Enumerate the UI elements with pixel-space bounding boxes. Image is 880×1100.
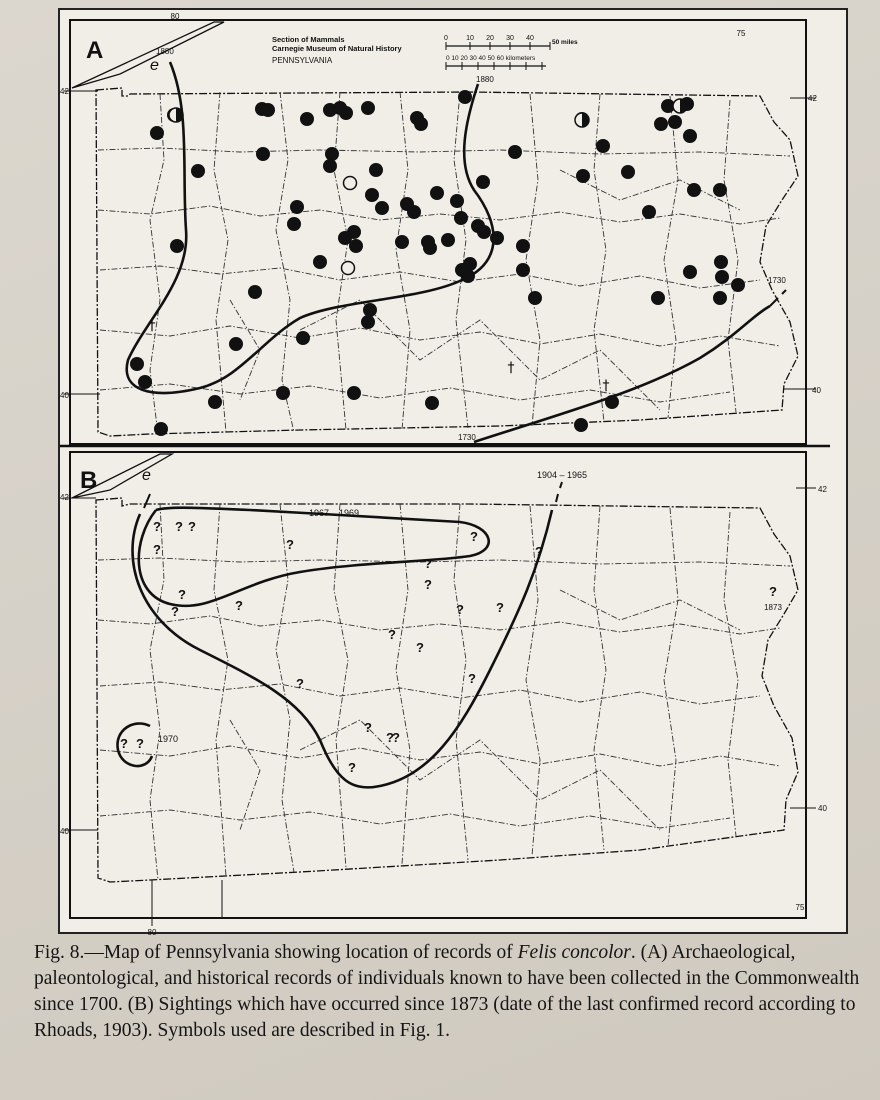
record-point-solid xyxy=(528,291,542,305)
scale-mi-30: 30 xyxy=(506,35,514,42)
scale-mi-end: 50 miles xyxy=(552,39,578,46)
record-point-solid xyxy=(407,205,421,219)
record-point-solid xyxy=(287,217,301,231)
record-point-solid xyxy=(683,265,697,279)
sighting-question-mark: ? xyxy=(388,627,396,642)
sighting-question-mark: ? xyxy=(175,519,183,534)
header-line1: Section of Mammals xyxy=(272,35,345,44)
label-1967-1969: 1967 – 1969 xyxy=(308,508,360,518)
record-point-solid xyxy=(375,201,389,215)
record-point-solid xyxy=(138,375,152,389)
record-point-solid xyxy=(596,139,610,153)
label-1880-central: 1880 xyxy=(476,75,494,84)
scale-mi-10: 10 xyxy=(466,35,474,42)
sighting-question-mark: ? xyxy=(171,604,179,619)
record-point-solid xyxy=(425,396,439,410)
record-point-solid xyxy=(642,205,656,219)
record-point-solid xyxy=(423,241,437,255)
sighting-question-mark: ? xyxy=(470,529,478,544)
lon-80-top: 80 xyxy=(170,12,180,21)
record-point-solid xyxy=(683,129,697,143)
record-point-solid xyxy=(714,255,728,269)
lat-40-left-a: 40 xyxy=(60,391,69,400)
sighting-question-mark: ? xyxy=(535,544,543,559)
scale-mi-0: 0 xyxy=(444,35,448,42)
record-points-a xyxy=(130,90,745,436)
record-point-solid xyxy=(654,117,668,131)
sighting-question-mark: ? xyxy=(392,730,400,745)
sighting-question-mark: ? xyxy=(424,577,432,592)
lon-75-bottom: 75 xyxy=(795,903,805,912)
record-point-half xyxy=(169,108,183,122)
record-point-solid xyxy=(414,117,428,131)
lat-42-right-a: 42 xyxy=(808,94,817,103)
isoline-1730-dash xyxy=(770,290,786,306)
record-point-solid xyxy=(296,331,310,345)
sighting-question-mark: ? xyxy=(296,676,304,691)
record-point-solid xyxy=(229,337,243,351)
record-point-solid xyxy=(621,165,635,179)
lat-40-left-b: 40 xyxy=(60,827,69,836)
record-point-solid xyxy=(651,291,665,305)
record-point-solid xyxy=(713,291,727,305)
record-point-solid xyxy=(463,257,477,271)
sighting-question-mark: ? xyxy=(178,587,186,602)
record-point-solid xyxy=(361,315,375,329)
lon-75-top: 75 xyxy=(736,29,746,38)
record-point-open xyxy=(342,262,355,275)
record-point-solid xyxy=(461,269,475,283)
record-point-solid xyxy=(395,235,409,249)
record-point-solid xyxy=(130,357,144,371)
figure-caption xyxy=(34,940,864,1044)
sighting-question-mark: ? xyxy=(153,519,161,534)
state-outline-b xyxy=(96,498,798,882)
sighting-question-mark: ? xyxy=(769,584,777,599)
record-point-solid xyxy=(454,211,468,225)
record-point-solid xyxy=(605,395,619,409)
lat-42-left-a: 42 xyxy=(60,87,69,96)
record-point-solid xyxy=(248,285,262,299)
county-lines-a xyxy=(98,92,790,434)
record-point-solid xyxy=(508,145,522,159)
record-point-solid xyxy=(150,126,164,140)
header-line2: Carnegie Museum of Natural History xyxy=(272,44,402,53)
isoline-1904-1965 xyxy=(133,510,553,787)
sighting-question-mark: ? xyxy=(424,556,432,571)
sighting-question-mark: ? xyxy=(136,736,144,751)
record-cross: † xyxy=(602,378,610,394)
panel-b xyxy=(60,452,827,937)
caption-species: Felis concolor xyxy=(517,942,631,963)
lon-80-bottom: 80 xyxy=(147,928,157,937)
record-point-solid xyxy=(313,255,327,269)
record-point-solid xyxy=(490,231,504,245)
record-point-solid xyxy=(347,386,361,400)
sighting-question-mark: ? xyxy=(348,760,356,775)
panel-b-letter: B xyxy=(80,467,98,494)
scale-km-label: 0 10 20 30 40 50 60 kilometers xyxy=(446,55,536,62)
sighting-question-mark: ? xyxy=(188,519,196,534)
record-point-open xyxy=(344,177,357,190)
record-point-solid xyxy=(715,270,729,284)
record-point-solid xyxy=(323,159,337,173)
sighting-question-mark: ? xyxy=(364,720,372,735)
record-point-solid xyxy=(170,239,184,253)
record-point-solid xyxy=(458,90,472,104)
scale-mi-20: 20 xyxy=(486,35,494,42)
caption-lead: Fig. 8.—Map of Pennsylvania showing location of records of xyxy=(34,942,518,963)
county-lines-b xyxy=(98,504,790,880)
panel-a xyxy=(60,12,821,444)
record-point-solid xyxy=(338,231,352,245)
record-point-solid xyxy=(576,169,590,183)
record-point-solid xyxy=(477,225,491,239)
record-point-solid xyxy=(300,112,314,126)
isoline-b-dash xyxy=(144,494,150,508)
record-point-solid xyxy=(668,115,682,129)
label-1730-south: 1730 xyxy=(458,433,476,442)
record-point-solid xyxy=(687,183,701,197)
label-1880-west: 1880 xyxy=(156,47,174,56)
sighting-question-mark: ? xyxy=(456,602,464,617)
caption-tail: . (A) Archaeological, paleontological, and historical records of individuals known to have been collected in the Commonwealth since 1700. (B) Sightings which have occurred since 1873 (date of the last confirmed record according to Rhoads, 1903). Symbols used are described in Fig. 1. xyxy=(34,942,860,1041)
record-point-solid xyxy=(339,106,353,120)
record-point-solid xyxy=(574,418,588,432)
sighting-question-mark: ? xyxy=(496,600,504,615)
record-point-solid xyxy=(369,163,383,177)
lake-erie-symbol: e xyxy=(150,57,159,74)
record-point-solid xyxy=(731,278,745,292)
panel-a-letter: A xyxy=(86,37,104,64)
isoline-1730 xyxy=(474,306,770,442)
record-point-half xyxy=(673,99,687,113)
scale-bar xyxy=(444,35,578,70)
record-cross: † xyxy=(148,318,156,334)
sighting-question-mark: ? xyxy=(468,671,476,686)
record-point-solid xyxy=(450,194,464,208)
record-point-solid xyxy=(191,164,205,178)
header-state: PENNSYLVANIA xyxy=(272,56,333,65)
sighting-question-mark: ? xyxy=(386,730,394,745)
record-point-solid xyxy=(261,103,275,117)
sighting-question-mark: ? xyxy=(153,542,161,557)
lat-42-left-b: 42 xyxy=(60,493,69,502)
sighting-question-mark: ? xyxy=(120,736,128,751)
record-cross: † xyxy=(507,360,515,376)
lat-40-right-a: 40 xyxy=(812,386,821,395)
label-1730-east: 1730 xyxy=(768,276,786,285)
sighting-question-mark: ? xyxy=(235,598,243,613)
record-point-solid xyxy=(363,303,377,317)
panel-a-border xyxy=(70,20,806,444)
record-point-solid xyxy=(713,183,727,197)
record-point-half xyxy=(575,113,589,127)
lake-erie-symbol-b: e xyxy=(142,467,151,484)
label-1904-1965: 1904 – 1965 xyxy=(536,470,588,480)
record-point-solid xyxy=(290,200,304,214)
record-point-solid xyxy=(361,101,375,115)
record-point-solid xyxy=(208,395,222,409)
scale-mi-40: 40 xyxy=(526,35,534,42)
record-point-solid xyxy=(154,422,168,436)
record-point-solid xyxy=(476,175,490,189)
record-point-solid xyxy=(365,188,379,202)
record-point-solid xyxy=(276,386,290,400)
record-point-solid xyxy=(256,147,270,161)
record-point-solid xyxy=(516,239,530,253)
record-point-solid xyxy=(516,263,530,277)
lat-40-right-b: 40 xyxy=(818,804,827,813)
record-point-solid xyxy=(325,147,339,161)
label-1970: 1970 xyxy=(157,734,179,744)
record-point-solid xyxy=(441,233,455,247)
label-1873: 1873 xyxy=(764,603,782,612)
record-point-solid xyxy=(430,186,444,200)
lat-42-right-b: 42 xyxy=(818,485,827,494)
isoline-1904-dash xyxy=(556,482,562,502)
sighting-question-mark: ? xyxy=(286,537,294,552)
sighting-question-mark: ? xyxy=(416,640,424,655)
